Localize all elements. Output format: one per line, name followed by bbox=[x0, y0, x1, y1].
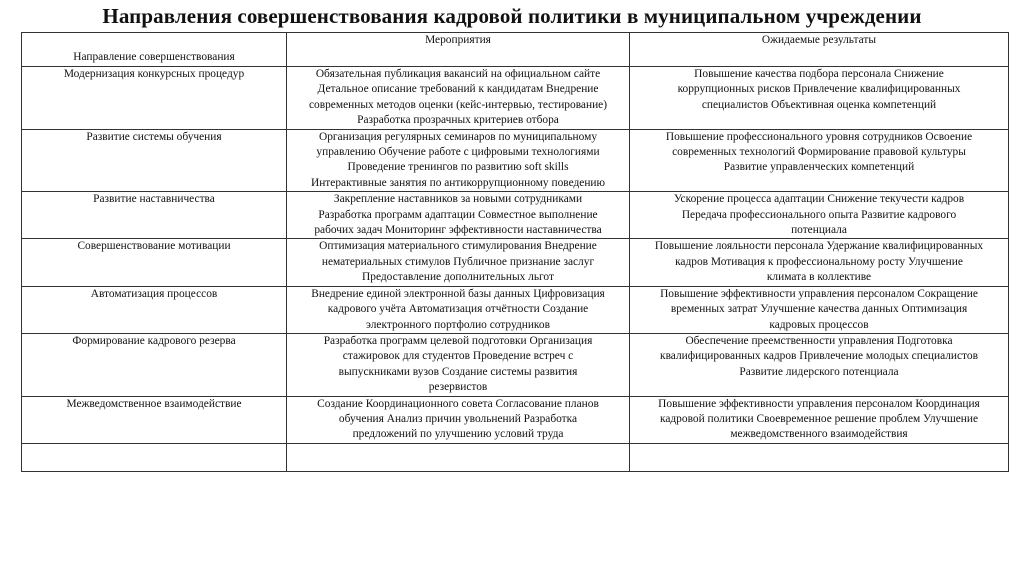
page-title: Направления совершенствования кадровой политики в муниципальном учреждении bbox=[102, 4, 922, 28]
measures-line: стажировок для студентов Проведение встреч с bbox=[342, 350, 574, 363]
direction-cell: Межведомственное взаимодействие bbox=[22, 396, 287, 443]
header-measures: Мероприятия bbox=[287, 33, 630, 67]
measures-cell bbox=[287, 129, 630, 192]
measures-line: нематериальных стимулов Публичное признание заслуг bbox=[321, 255, 595, 268]
results-line: потенциала bbox=[791, 224, 847, 237]
results-line: Передача профессионального опыта Развитие кадрового bbox=[681, 208, 957, 221]
measures-line: резервистов bbox=[428, 381, 488, 394]
results-cell bbox=[630, 239, 1009, 286]
policy-table bbox=[21, 32, 1009, 472]
results-cell bbox=[630, 333, 1009, 396]
results-line: коррупционных рисков Привлечение квалифицированных bbox=[677, 83, 961, 96]
measures-line: Организация регулярных семинаров по муниципальному bbox=[318, 130, 598, 143]
measures-cell bbox=[287, 192, 630, 239]
results-line: квалифицированных кадров Привлечение молодых специалистов bbox=[660, 350, 978, 363]
measures-cell bbox=[287, 333, 630, 396]
measures-line: рабочих задач Мониторинг эффективности наставничества bbox=[314, 224, 602, 237]
results-line: современных технологий Формирование правовой культуры bbox=[672, 146, 966, 159]
measures-cell bbox=[287, 67, 630, 130]
measures-line: Предоставление дополнительных льгот bbox=[362, 271, 554, 284]
results-line: специалистов Объективная оценка компетенций bbox=[701, 98, 937, 111]
measures-line: Разработка прозрачных критериев отбора bbox=[357, 114, 559, 127]
results-cell bbox=[630, 396, 1009, 443]
direction-cell: Формирование кадрового резерва bbox=[22, 333, 287, 396]
measures-line: Обязательная публикация вакансий на официальном сайте bbox=[315, 68, 601, 80]
results-line: Повышение профессионального уровня сотрудников Освоение bbox=[665, 130, 973, 143]
table-row bbox=[22, 192, 1009, 239]
table-row bbox=[22, 67, 1009, 130]
measures-line: обучения Анализ причин увольнений Разработка bbox=[338, 412, 578, 425]
measures-line: Оптимизация материального стимулирования Внедрение bbox=[319, 240, 597, 253]
results-cell bbox=[630, 67, 1009, 130]
direction-cell: Совершенствование мотивации bbox=[22, 239, 287, 286]
table-row bbox=[22, 333, 1009, 396]
measures-line: Разработка программ адаптации Совместное выполнение bbox=[318, 208, 598, 221]
results-line: климата в коллективе bbox=[766, 271, 872, 284]
results-line: временных затрат Улучшение качества данных Оптимизация bbox=[670, 303, 968, 316]
measures-cell bbox=[287, 396, 630, 443]
results-line: кадров Мотивация к профессиональному росту Улучшение bbox=[675, 255, 963, 268]
direction-cell: Развитие наставничества bbox=[22, 192, 287, 239]
measures-line: Разработка программ целевой подготовки Организация bbox=[323, 334, 593, 347]
results-line: Обеспечение преемственности управления Подготовка bbox=[685, 334, 953, 347]
measures-cell bbox=[287, 239, 630, 286]
results-line: Ускорение процесса адаптации Снижение текучести кадров bbox=[673, 193, 965, 206]
measures-line: электронного портфолио сотрудников bbox=[366, 318, 550, 331]
results-line: Повышение лояльности персонала Удержание квалифицированных bbox=[654, 240, 984, 253]
measures-line: выпускниками вузов Создание системы развития bbox=[338, 365, 578, 378]
table-row bbox=[22, 239, 1009, 286]
measures-line: Создание Координационного совета Согласование планов bbox=[317, 397, 599, 410]
empty-cell bbox=[22, 443, 287, 471]
measures-line: Закрепление наставников за новыми сотрудниками bbox=[333, 193, 583, 206]
results-cell bbox=[630, 192, 1009, 239]
results-line: Повышение эффективности управления персоналом Координация bbox=[658, 397, 980, 410]
measures-line: кадрового учёта Автоматизация отчётности Создание bbox=[327, 303, 589, 316]
empty-cell bbox=[630, 443, 1009, 471]
measures-line: предложений по улучшению условий труда bbox=[352, 428, 564, 441]
direction-cell: Модернизация конкурсных процедур bbox=[22, 67, 287, 130]
measures-line: Внедрение единой электронной базы данных Цифровизация bbox=[311, 287, 605, 300]
measures-line: Проведение тренингов по развитию soft skills bbox=[347, 161, 569, 174]
measures-line: Интерактивные занятия по антикоррупционному поведению bbox=[310, 176, 606, 189]
header-direction: Направление совершенствования bbox=[22, 33, 287, 67]
measures-line: современных методов оценки (кейс-интервью, тестирование) bbox=[308, 98, 608, 111]
results-cell bbox=[630, 129, 1009, 192]
results-line: Повышение эффективности управления персоналом Сокращение bbox=[660, 287, 978, 300]
direction-cell: Автоматизация процессов bbox=[22, 286, 287, 333]
results-line: Развитие лидерского потенциала bbox=[739, 365, 899, 378]
table-row bbox=[22, 129, 1009, 192]
results-line: кадровых процессов bbox=[769, 318, 869, 331]
table-header-row bbox=[22, 33, 1009, 67]
table-row bbox=[22, 396, 1009, 443]
empty-cell bbox=[287, 443, 630, 471]
table-row bbox=[22, 286, 1009, 333]
results-line: Развитие управленческих компетенций bbox=[723, 161, 915, 174]
measures-line: управлению Обучение работе с цифровыми технологиями bbox=[316, 146, 600, 159]
results-line: Повышение качества подбора персонала Снижение bbox=[694, 68, 944, 80]
results-line: кадровой политики Своевременное решение проблем Улучшение bbox=[659, 412, 979, 425]
measures-line: Детальное описание требований к кандидатам Внедрение bbox=[317, 83, 599, 96]
results-cell bbox=[630, 286, 1009, 333]
empty-row bbox=[22, 443, 1009, 471]
header-results: Ожидаемые результаты bbox=[630, 33, 1009, 67]
measures-cell bbox=[287, 286, 630, 333]
results-line: межведомственного взаимодействия bbox=[730, 428, 908, 441]
direction-cell: Развитие системы обучения bbox=[22, 129, 287, 192]
